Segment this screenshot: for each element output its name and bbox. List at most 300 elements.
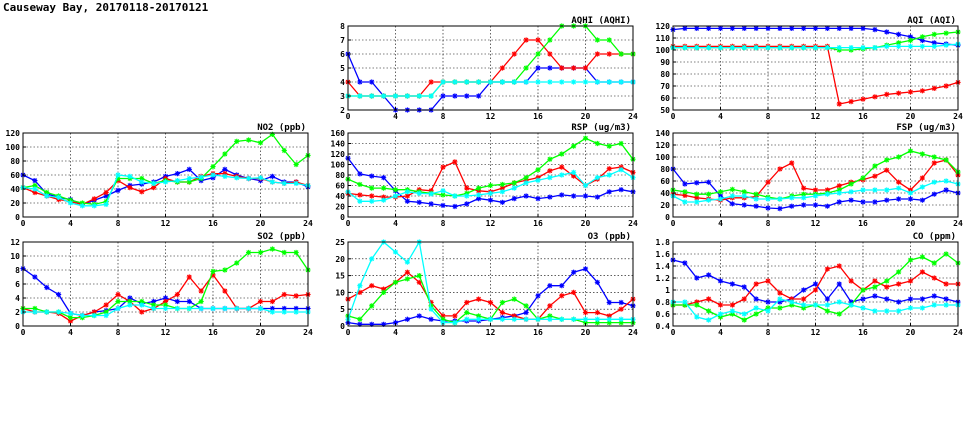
data-point	[583, 310, 588, 315]
data-point	[754, 192, 759, 197]
data-point	[825, 26, 830, 31]
data-point	[535, 37, 540, 42]
data-point	[571, 317, 576, 322]
y-tick-label: 0	[15, 213, 20, 222]
data-point	[595, 310, 600, 315]
data-point	[476, 79, 481, 84]
data-point	[754, 204, 759, 209]
data-point	[872, 308, 877, 313]
y-tick-label: 60	[10, 171, 20, 180]
data-point	[547, 79, 552, 84]
data-point	[222, 288, 227, 293]
data-point	[860, 97, 865, 102]
data-point	[187, 306, 192, 311]
data-point	[500, 200, 505, 205]
x-tick-label: 20	[580, 328, 591, 337]
data-point	[896, 91, 901, 96]
data-point	[908, 257, 913, 262]
data-point	[872, 199, 877, 204]
data-point	[559, 165, 564, 170]
data-point	[547, 175, 552, 180]
data-point	[595, 175, 600, 180]
data-point	[595, 37, 600, 42]
y-tick-label: 20	[660, 201, 670, 210]
y-tick-label: 20	[335, 202, 345, 212]
data-point	[488, 79, 493, 84]
data-point	[872, 45, 877, 50]
data-point	[754, 26, 759, 31]
data-point	[813, 26, 818, 31]
data-point	[440, 79, 445, 84]
data-point	[777, 166, 782, 171]
chart-title: CO (ppm)	[912, 232, 956, 242]
data-point	[765, 26, 770, 31]
data-point	[896, 269, 901, 274]
data-point	[801, 45, 806, 50]
data-point	[860, 175, 865, 180]
data-point	[512, 180, 517, 185]
data-point	[849, 99, 854, 104]
x-tick-label: 4	[718, 219, 723, 228]
data-point	[837, 199, 842, 204]
data-point	[571, 270, 576, 275]
data-point	[44, 285, 49, 290]
data-point	[464, 317, 469, 322]
data-point	[619, 79, 624, 84]
data-point	[944, 281, 949, 286]
x-tick-label: 20	[580, 219, 591, 228]
data-point	[559, 151, 564, 156]
data-point	[476, 317, 481, 322]
data-point	[104, 302, 109, 307]
data-point	[801, 302, 806, 307]
data-point	[718, 26, 723, 31]
y-tick-label: 12	[10, 238, 20, 247]
y-tick-label: 1.6	[655, 250, 670, 259]
x-tick-label: 16	[533, 112, 543, 121]
data-point	[837, 45, 842, 50]
data-point	[595, 317, 600, 322]
data-point	[417, 191, 422, 196]
data-point	[547, 157, 552, 162]
data-point	[357, 317, 362, 322]
data-point	[210, 164, 215, 169]
data-point	[56, 309, 61, 314]
y-tick-label: 4	[15, 294, 20, 303]
data-point	[884, 92, 889, 97]
data-point	[860, 199, 865, 204]
data-point	[754, 305, 759, 310]
data-point	[258, 140, 263, 145]
x-tick-label: 8	[765, 112, 771, 121]
data-point	[765, 308, 770, 313]
x-tick-label: 20	[905, 328, 916, 337]
data-point	[682, 260, 687, 265]
data-point	[706, 45, 711, 50]
data-point	[32, 309, 37, 314]
data-point	[884, 44, 889, 49]
x-tick-label: 12	[485, 112, 496, 121]
data-point	[92, 313, 97, 318]
x-tick-label: 12	[810, 328, 821, 337]
data-point	[282, 148, 287, 153]
data-point	[944, 43, 949, 48]
data-point	[369, 193, 374, 198]
data-point	[789, 26, 794, 31]
data-point	[730, 193, 735, 198]
data-point	[765, 299, 770, 304]
data-point	[682, 45, 687, 50]
y-tick-label: 5	[340, 64, 345, 73]
data-point	[210, 306, 215, 311]
y-tick-label: 40	[660, 189, 670, 198]
data-point	[837, 190, 842, 195]
data-point	[944, 302, 949, 307]
data-point	[884, 278, 889, 283]
data-point	[849, 278, 854, 283]
data-point	[849, 302, 854, 307]
data-point	[765, 180, 770, 185]
y-tick-label: 100	[5, 143, 20, 152]
data-point	[607, 51, 612, 56]
data-point	[369, 173, 374, 178]
data-point	[619, 300, 624, 305]
data-point	[884, 168, 889, 173]
x-tick-label: 16	[858, 219, 868, 228]
data-point	[429, 307, 434, 312]
data-point	[476, 186, 481, 191]
data-point	[932, 86, 937, 91]
data-point	[706, 26, 711, 31]
data-point	[884, 187, 889, 192]
data-point	[369, 199, 374, 204]
data-point	[837, 263, 842, 268]
data-point	[512, 297, 517, 302]
data-point	[199, 175, 204, 180]
data-point	[559, 192, 564, 197]
x-tick-label: 8	[765, 328, 771, 337]
data-point	[381, 198, 386, 203]
data-point	[849, 26, 854, 31]
data-point	[500, 317, 505, 322]
data-point	[742, 26, 747, 31]
data-point	[607, 79, 612, 84]
data-point	[872, 163, 877, 168]
data-point	[547, 51, 552, 56]
x-tick-label: 20	[580, 112, 591, 121]
data-point	[127, 185, 132, 190]
data-point	[908, 296, 913, 301]
x-tick-label: 8	[440, 219, 446, 228]
data-point	[524, 175, 529, 180]
x-tick-label: 0	[345, 112, 351, 121]
data-point	[607, 144, 612, 149]
y-tick-label: 120	[655, 141, 670, 150]
data-point	[547, 303, 552, 308]
data-point	[464, 310, 469, 315]
data-point	[583, 79, 588, 84]
x-tick-label: 24	[628, 219, 638, 228]
data-point	[405, 260, 410, 265]
data-point	[742, 202, 747, 207]
data-point	[583, 183, 588, 188]
data-point	[234, 175, 239, 180]
data-point	[765, 278, 770, 283]
data-point	[813, 202, 818, 207]
data-point	[440, 203, 445, 208]
data-point	[920, 184, 925, 189]
data-point	[56, 195, 61, 200]
data-point	[682, 26, 687, 31]
data-point	[32, 186, 37, 191]
data-point	[944, 296, 949, 301]
x-tick-label: 24	[628, 112, 638, 121]
data-point	[500, 189, 505, 194]
data-point	[270, 179, 275, 184]
data-point	[706, 272, 711, 277]
data-point	[920, 175, 925, 180]
data-point	[896, 186, 901, 191]
data-point	[234, 260, 239, 265]
data-point	[524, 37, 529, 42]
x-tick-label: 20	[255, 328, 266, 337]
data-point	[524, 193, 529, 198]
x-tick-label: 4	[68, 219, 73, 228]
data-point	[607, 189, 612, 194]
chart-title: AQI (AQI)	[907, 16, 956, 26]
data-point	[682, 199, 687, 204]
y-tick-label: 8	[340, 22, 345, 31]
data-point	[754, 311, 759, 316]
chart-title: SO2 (ppb)	[257, 232, 306, 242]
data-point	[270, 309, 275, 314]
data-point	[222, 267, 227, 272]
x-tick-label: 24	[953, 219, 963, 228]
data-point	[849, 198, 854, 203]
data-point	[908, 278, 913, 283]
data-point	[908, 89, 913, 94]
data-point	[464, 186, 469, 191]
data-point	[512, 79, 517, 84]
data-point	[789, 195, 794, 200]
data-point	[860, 26, 865, 31]
data-point	[294, 250, 299, 255]
data-point	[246, 137, 251, 142]
data-point	[92, 203, 97, 208]
data-point	[706, 317, 711, 322]
data-point	[777, 290, 782, 295]
data-point	[730, 308, 735, 313]
data-point	[44, 193, 49, 198]
data-point	[837, 101, 842, 106]
data-point	[595, 194, 600, 199]
y-tick-label: 0.8	[655, 298, 670, 307]
data-point	[282, 250, 287, 255]
data-point	[258, 175, 263, 180]
data-point	[718, 189, 723, 194]
data-point	[464, 93, 469, 98]
data-point	[694, 180, 699, 185]
data-point	[440, 93, 445, 98]
data-point	[872, 187, 877, 192]
data-point	[258, 250, 263, 255]
data-point	[476, 93, 481, 98]
data-point	[682, 299, 687, 304]
data-point	[583, 193, 588, 198]
data-point	[405, 199, 410, 204]
x-tick-label: 16	[533, 328, 543, 337]
data-point	[464, 300, 469, 305]
data-point	[765, 196, 770, 201]
data-point	[452, 313, 457, 318]
x-tick-label: 8	[115, 328, 121, 337]
data-point	[417, 93, 422, 98]
data-point	[730, 45, 735, 50]
data-point	[872, 284, 877, 289]
x-tick-label: 16	[858, 112, 868, 121]
data-point	[595, 280, 600, 285]
data-point	[115, 172, 120, 177]
y-tick-label: 100	[655, 46, 670, 55]
data-point	[682, 181, 687, 186]
data-point	[429, 93, 434, 98]
y-tick-label: 7	[340, 36, 345, 45]
data-point	[777, 296, 782, 301]
x-tick-label: 4	[718, 112, 723, 121]
data-point	[357, 79, 362, 84]
series-line-cyan	[348, 242, 633, 323]
y-tick-label: 8	[15, 266, 20, 275]
data-point	[488, 191, 493, 196]
data-point	[559, 283, 564, 288]
data-point	[393, 193, 398, 198]
data-point	[777, 206, 782, 211]
data-point	[294, 293, 299, 298]
data-point	[932, 44, 937, 49]
data-point	[369, 256, 374, 261]
data-point	[452, 79, 457, 84]
y-tick-label: 0.4	[655, 322, 670, 331]
data-point	[813, 287, 818, 292]
data-point	[547, 283, 552, 288]
data-point	[127, 302, 132, 307]
y-tick-label: 6	[15, 280, 20, 289]
data-point	[476, 297, 481, 302]
data-point	[357, 283, 362, 288]
data-point	[464, 193, 469, 198]
data-point	[234, 306, 239, 311]
data-point	[595, 51, 600, 56]
data-point	[464, 79, 469, 84]
data-point	[860, 305, 865, 310]
y-tick-label: 20	[10, 199, 20, 208]
data-point	[920, 34, 925, 39]
data-point	[718, 302, 723, 307]
data-point	[896, 281, 901, 286]
data-point	[607, 317, 612, 322]
data-point	[381, 175, 386, 180]
data-point	[258, 299, 263, 304]
data-point	[730, 201, 735, 206]
data-point	[547, 168, 552, 173]
data-point	[730, 26, 735, 31]
x-tick-label: 4	[68, 328, 73, 337]
x-tick-label: 16	[208, 328, 218, 337]
data-point	[175, 306, 180, 311]
data-point	[813, 193, 818, 198]
chart-o3	[335, 232, 638, 337]
data-point	[849, 45, 854, 50]
data-point	[825, 204, 830, 209]
data-point	[405, 93, 410, 98]
y-tick-label: 0.6	[655, 310, 670, 319]
data-point	[151, 181, 156, 186]
data-point	[884, 308, 889, 313]
data-point	[222, 306, 227, 311]
data-point	[535, 317, 540, 322]
x-tick-label: 12	[160, 328, 171, 337]
data-point	[908, 196, 913, 201]
data-point	[884, 157, 889, 162]
data-point	[932, 160, 937, 165]
data-point	[896, 299, 901, 304]
data-point	[270, 299, 275, 304]
data-point	[381, 93, 386, 98]
data-point	[429, 79, 434, 84]
x-tick-label: 0	[20, 328, 26, 337]
data-point	[920, 198, 925, 203]
data-point	[393, 280, 398, 285]
data-point	[80, 313, 85, 318]
data-point	[369, 186, 374, 191]
data-point	[849, 189, 854, 194]
y-tick-label: 70	[660, 82, 670, 91]
data-point	[535, 178, 540, 183]
data-point	[837, 281, 842, 286]
data-point	[896, 196, 901, 201]
y-tick-label: 80	[660, 165, 670, 174]
data-point	[583, 136, 588, 141]
data-point	[694, 314, 699, 319]
data-point	[583, 317, 588, 322]
x-tick-label: 12	[160, 219, 171, 228]
data-point	[718, 45, 723, 50]
data-point	[896, 44, 901, 49]
y-tick-label: 0	[340, 213, 345, 222]
data-point	[115, 306, 120, 311]
x-tick-label: 16	[208, 219, 218, 228]
data-point	[104, 202, 109, 207]
data-point	[571, 193, 576, 198]
data-point	[884, 296, 889, 301]
data-point	[718, 311, 723, 316]
x-tick-label: 4	[393, 219, 398, 228]
data-point	[199, 299, 204, 304]
data-point	[56, 292, 61, 297]
data-point	[754, 45, 759, 50]
x-tick-label: 24	[953, 112, 963, 121]
data-point	[547, 194, 552, 199]
y-tick-label: 2	[340, 106, 345, 115]
data-point	[754, 196, 759, 201]
data-point	[944, 178, 949, 183]
data-point	[908, 305, 913, 310]
data-point	[282, 181, 287, 186]
data-point	[547, 65, 552, 70]
data-point	[920, 88, 925, 93]
data-point	[789, 299, 794, 304]
y-tick-label: 90	[660, 58, 670, 67]
